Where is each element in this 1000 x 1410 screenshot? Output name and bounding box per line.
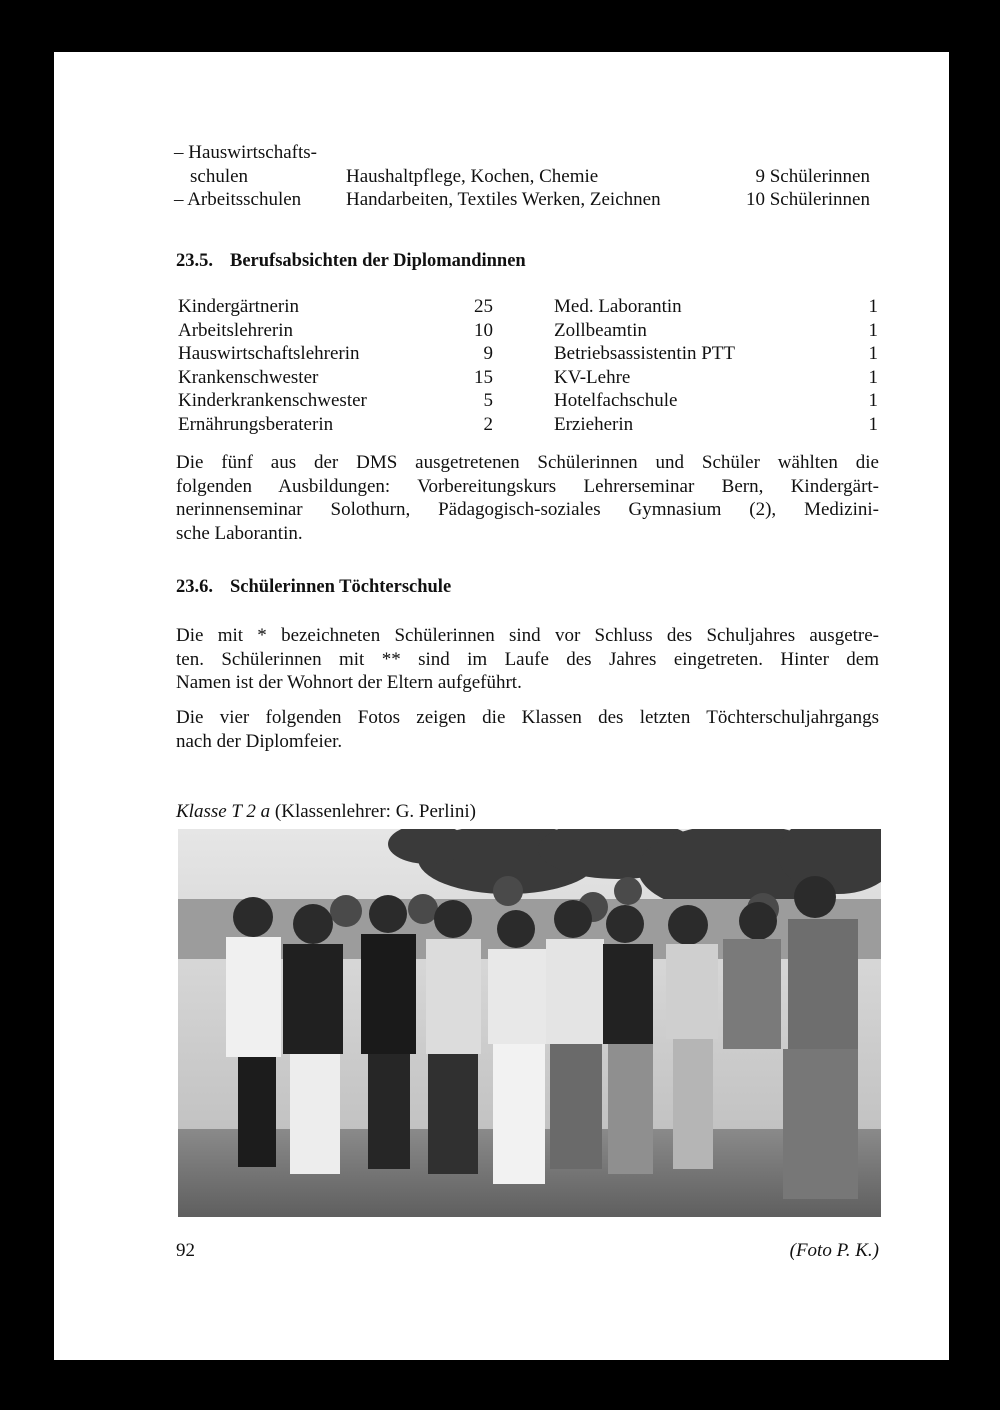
career-count: 10 [474, 319, 493, 341]
page-number: 92 [176, 1240, 195, 1261]
career-name: Med. Laborantin [554, 296, 682, 317]
career-name: Zollbeamtin [554, 319, 647, 341]
list-item [178, 389, 493, 413]
list-item [554, 295, 878, 319]
list-item [178, 413, 493, 437]
school-row [174, 189, 870, 213]
career-count: 1 [868, 366, 878, 388]
caption-teacher: (Klassenlehrer: G. Perlini) [274, 801, 476, 822]
section-title: Berufsabsichten der Diplomandinnen [230, 251, 526, 271]
list-item [554, 342, 878, 366]
school-row [174, 166, 870, 190]
paragraph-line: sche Laborantin. [176, 522, 303, 544]
career-count: 5 [483, 390, 493, 411]
school-label: – Arbeitsschulen [174, 189, 302, 210]
photo-caption [176, 800, 476, 824]
section-number: 23.6. [176, 577, 213, 597]
list-item [554, 319, 878, 343]
paragraph-line: Die fünf aus der DMS ausgetretenen Schülerinnen und Schüler wählten die [176, 452, 879, 473]
career-list-left [178, 295, 493, 436]
document-page [54, 52, 949, 1360]
career-name: Betriebsassistentin PTT [554, 343, 736, 364]
paragraph-line: Die vier folgenden Fotos zeigen die Klassen des letzten Töchterschuljahrgangs [176, 707, 879, 728]
paragraph-line: Namen ist der Wohnort der Eltern aufgeführt. [176, 672, 522, 694]
section-heading-23-5 [176, 251, 526, 272]
school-label: – Hauswirtschafts- [174, 142, 317, 163]
list-item [178, 319, 493, 343]
career-count: 1 [868, 296, 878, 317]
dms-paragraph [176, 451, 879, 545]
section-title: Schülerinnen Töchterschule [230, 577, 452, 597]
career-name: Erzieherin [554, 413, 634, 435]
paragraph-line: Die mit * bezeichneten Schülerinnen sind vor Schluss des Schuljahres ausgetre- [176, 625, 879, 646]
section-number: 23.5. [176, 251, 213, 271]
students-paragraph [176, 624, 879, 695]
career-count: 1 [868, 390, 878, 411]
career-name: Hotelfachschule [554, 390, 678, 411]
school-label: schulen [190, 165, 249, 187]
career-name: Ernährungsberaterin [178, 413, 334, 435]
list-item [554, 413, 878, 437]
list-item [554, 389, 878, 413]
photos-paragraph [176, 706, 879, 753]
caption-class-name: Klasse T 2 a [176, 801, 271, 822]
career-count: 15 [474, 366, 493, 388]
paragraph-line: ten. Schülerinnen mit ** sind im Laufe des Jahres eingetreten. Hinter dem [176, 648, 879, 670]
photo-credit: (Foto P. K.) [789, 1240, 879, 1261]
career-count: 25 [474, 296, 493, 317]
career-name: Arbeitslehrerin [178, 319, 294, 341]
career-count: 1 [868, 319, 878, 341]
class-group-photo [178, 829, 881, 1217]
career-name: Kinderkrankenschwester [178, 390, 367, 411]
list-item [178, 342, 493, 366]
list-item [554, 366, 878, 390]
school-count: 10 Schülerinnen [745, 189, 870, 210]
career-count: 9 [483, 343, 493, 364]
list-item [178, 366, 493, 390]
paragraph-line: nerinnenseminar Solothurn, Pädagogisch-soziales Gymnasium (2), Medizini- [176, 499, 879, 521]
paragraph-line: nach der Diplomfeier. [176, 730, 343, 752]
career-name: Krankenschwester [178, 366, 319, 388]
career-name: Kindergärtnerin [178, 296, 299, 317]
career-count: 2 [483, 413, 493, 435]
school-types-table [174, 142, 870, 213]
school-row [174, 142, 870, 166]
school-subjects: Haushaltpflege, Kochen, Chemie [346, 165, 599, 187]
career-count: 1 [868, 343, 878, 364]
career-name: KV-Lehre [554, 366, 631, 388]
career-name: Hauswirtschaftslehrerin [178, 343, 360, 364]
list-item [178, 295, 493, 319]
section-heading-23-6 [176, 577, 451, 598]
photo-illustration [178, 829, 881, 1217]
career-count: 1 [868, 413, 878, 435]
paragraph-line: folgenden Ausbildungen: Vorbereitungskurs Lehrerseminar Bern, Kindergärt- [176, 475, 879, 497]
school-count: 9 Schülerinnen [755, 165, 870, 187]
career-list-right [554, 295, 878, 436]
school-subjects: Handarbeiten, Textiles Werken, Zeichnen [346, 189, 661, 210]
